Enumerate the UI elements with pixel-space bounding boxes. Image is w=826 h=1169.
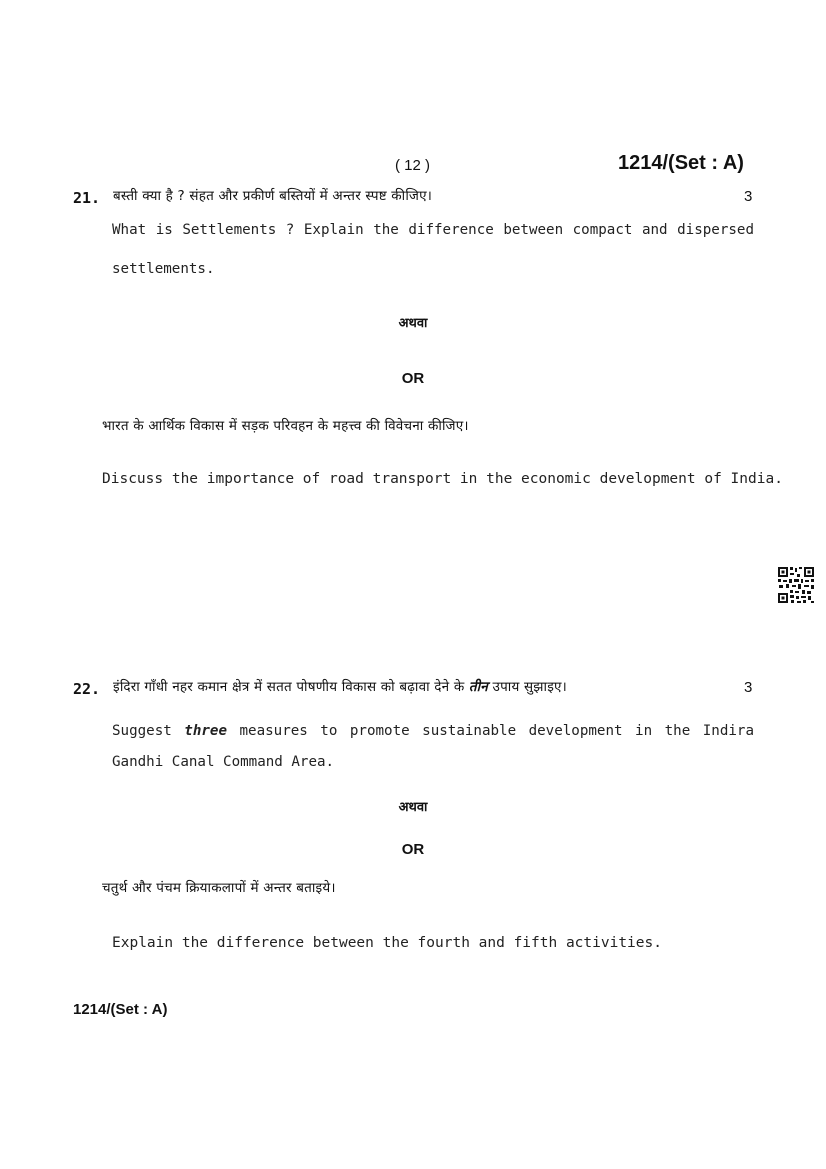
paper-code-header: 1214/(Set : A): [618, 152, 744, 174]
question-22-english-part1: Suggest: [112, 723, 185, 739]
or-hindi-21: अथवा: [398, 316, 428, 331]
question-22-number: 22.: [73, 680, 101, 698]
question-22-hindi-emphasis: तीन: [468, 679, 488, 695]
question-21-alt-english: Discuss the importance of road transport in the economic development of India.: [102, 471, 783, 487]
question-21-english-line1: What is Settlements ? Explain the difference between compact and dispersed: [112, 222, 754, 238]
question-21-english-line2: settlements.: [112, 261, 215, 277]
question-21-marks: 3: [744, 188, 753, 205]
question-22-marks: 3: [744, 679, 753, 696]
question-22-english-emphasis: three: [184, 723, 227, 739]
question-22-hindi: [113, 677, 567, 695]
question-22-english-line2: Gandhi Canal Command Area.: [112, 754, 335, 770]
page-number: ( 12 ): [395, 157, 431, 174]
question-22-alt-hindi: चतुर्थ और पंचम क्रियाकलापों में अन्तर बताइये।: [102, 880, 336, 896]
or-english-22: OR: [401, 841, 425, 858]
question-22-alt-english: Explain the difference between the fourth and fifth activities.: [112, 935, 662, 951]
question-22-english-part2: measures to promote sustainable development in the Indira: [227, 723, 754, 739]
question-21-alt-hindi: भारत के आर्थिक विकास में सड़क परिवहन के महत्त्व की विवेचना कीजिए।: [102, 418, 469, 434]
question-22-english-line1: [112, 723, 754, 739]
or-hindi-22: अथवा: [398, 800, 428, 815]
question-21-hindi: बस्ती क्या है ? संहत और प्रकीर्ण बस्तियों में अन्तर स्पष्ट कीजिए।: [113, 188, 433, 204]
qr-code-icon: [777, 566, 815, 604]
question-22-hindi-part1: इंदिरा गाँधी नहर कमान क्षेत्र में सतत पोषणीय विकास को बढ़ावा देने के: [113, 679, 469, 695]
or-english-21: OR: [401, 370, 425, 387]
question-22-hindi-part2: उपाय सुझाइए।: [487, 679, 567, 695]
question-21-number: 21.: [73, 189, 101, 207]
paper-code-footer: 1214/(Set : A): [73, 1001, 168, 1018]
